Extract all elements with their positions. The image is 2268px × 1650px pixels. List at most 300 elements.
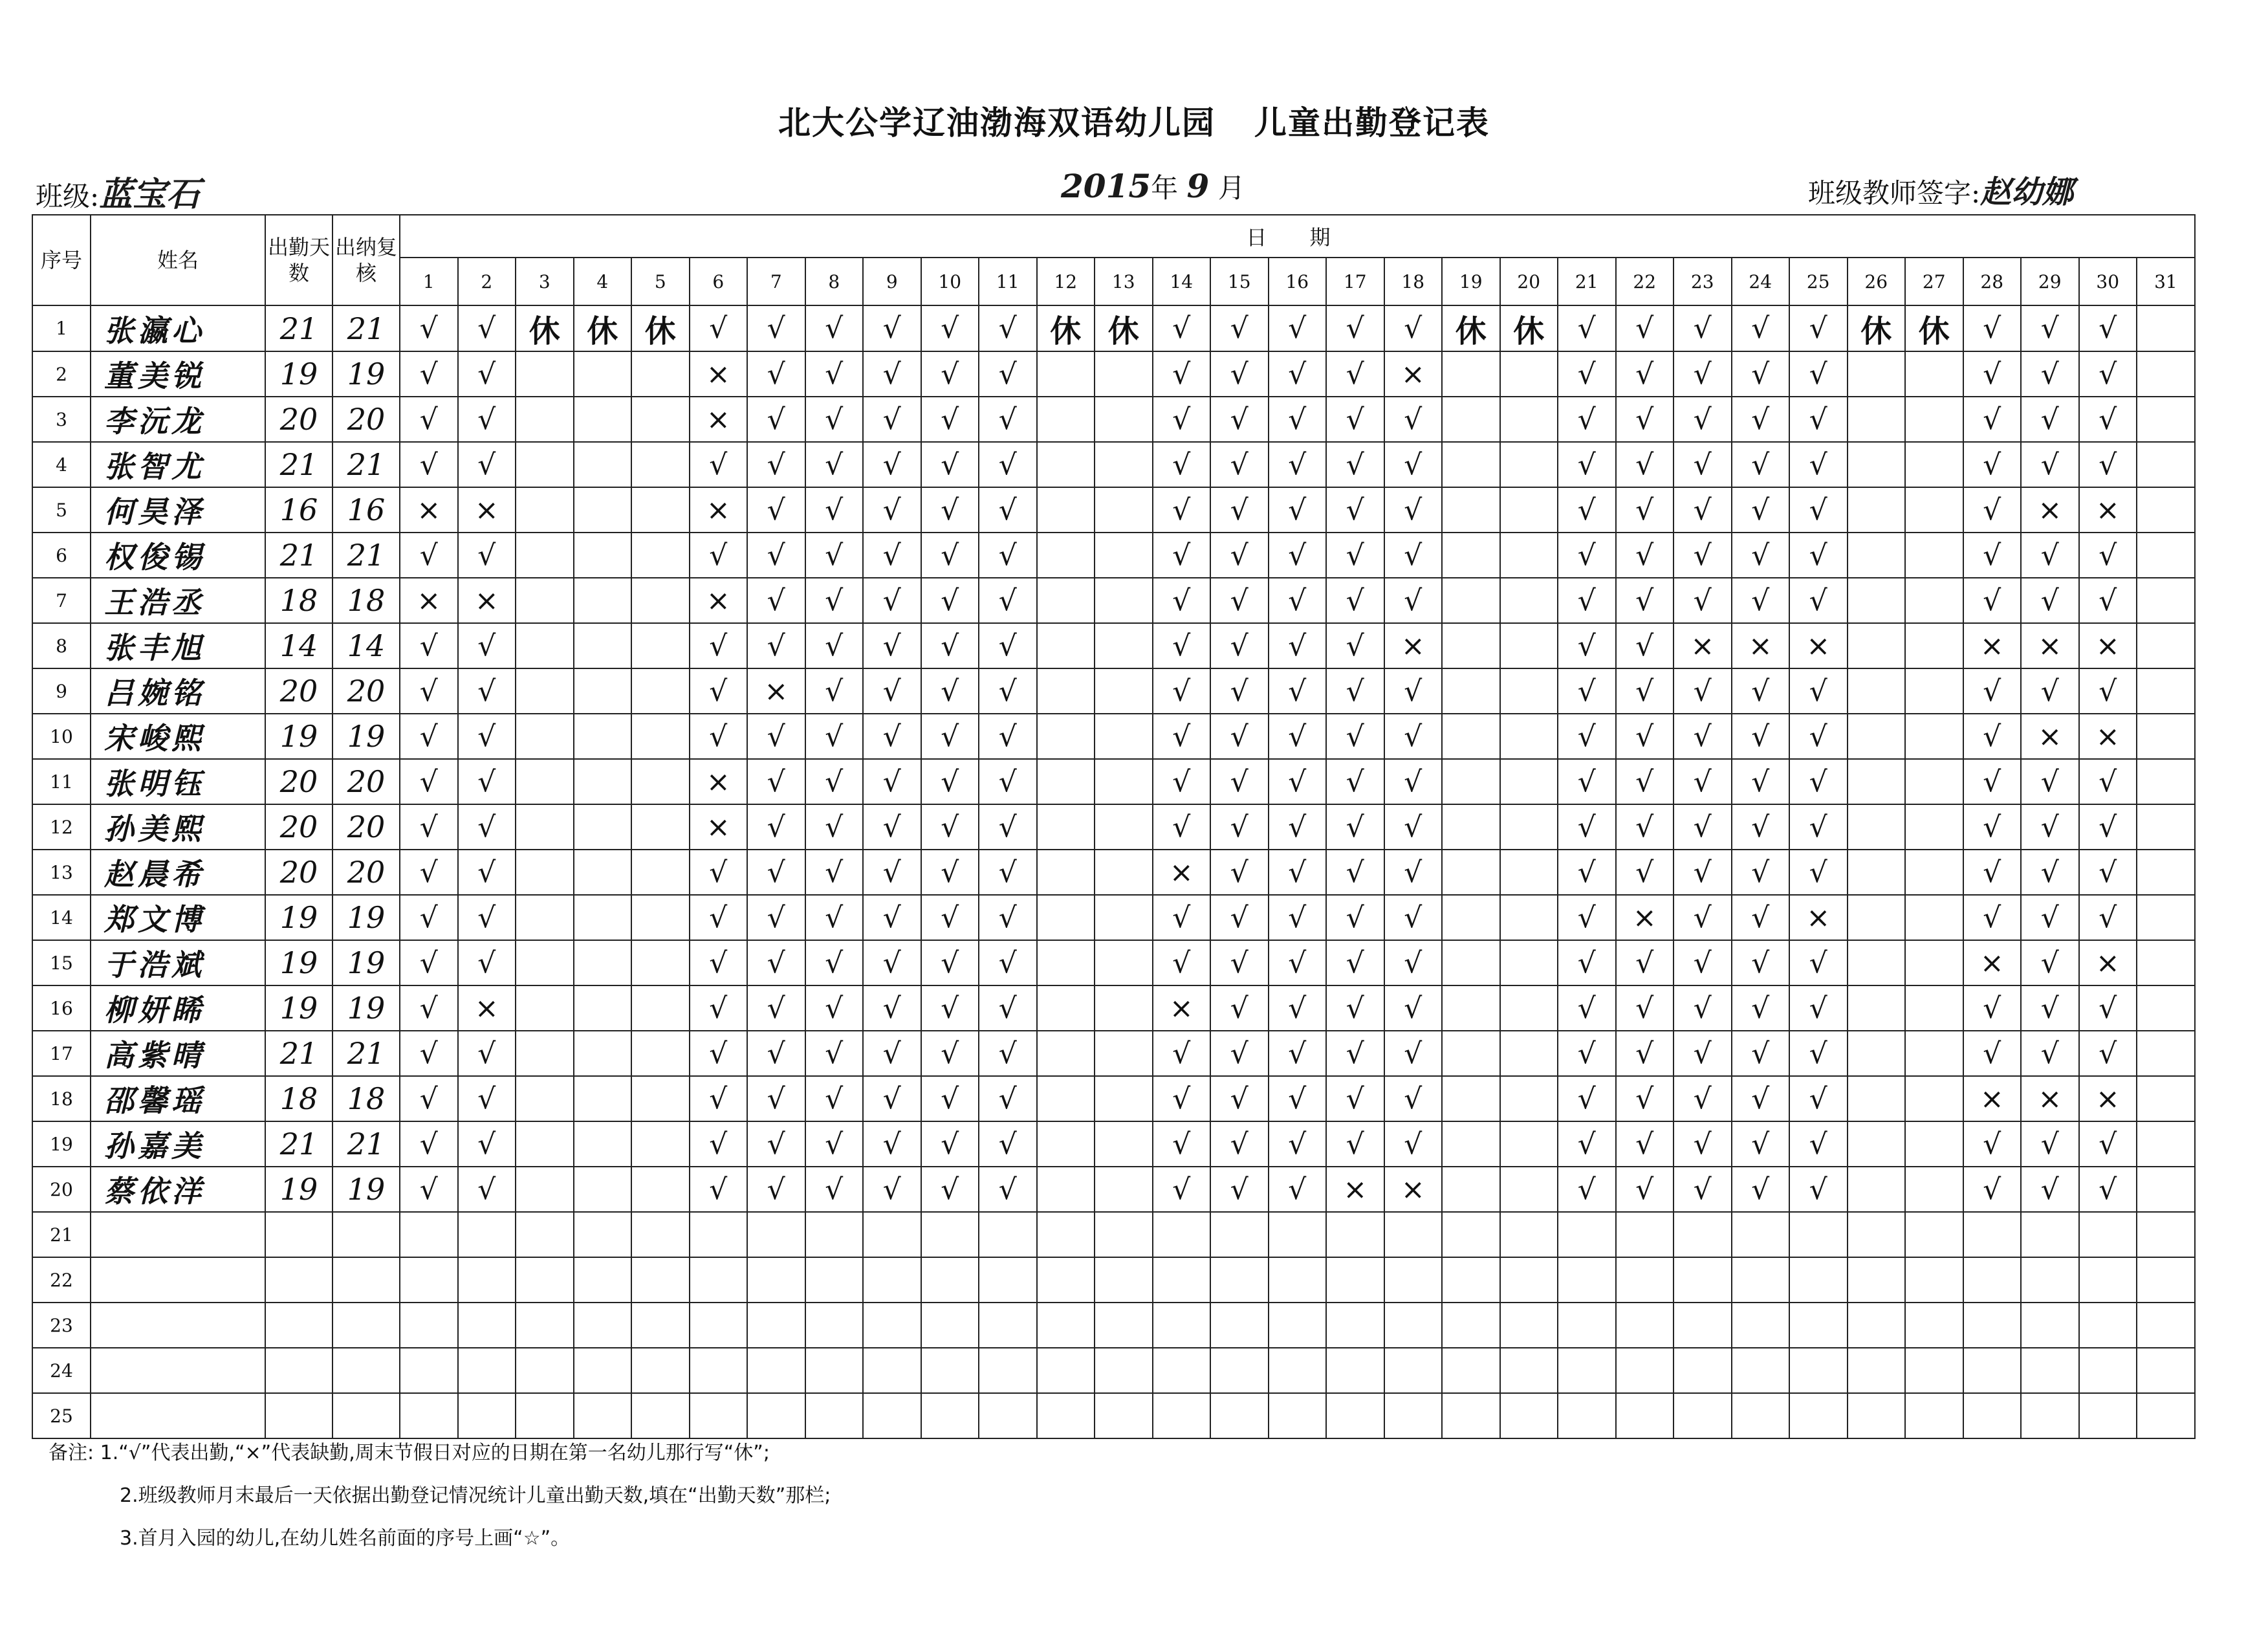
- attendance-mark: √: [979, 895, 1037, 940]
- attendance-mark: √: [2021, 305, 2079, 351]
- attendance-mark: [1442, 487, 1500, 533]
- review-days: 19: [333, 895, 400, 940]
- attendance-mark: √: [921, 850, 979, 895]
- row-index: 20: [32, 1167, 91, 1212]
- attendance-mark: [1500, 1031, 1558, 1076]
- attendance-mark: [1905, 533, 1963, 578]
- attendance-mark: √: [458, 850, 516, 895]
- attendance-mark: [1674, 1212, 1732, 1257]
- attendance-mark: [805, 1348, 864, 1393]
- attendance-mark: [2021, 1348, 2079, 1393]
- attendance-mark: √: [747, 351, 805, 397]
- attendance-mark: [1269, 1257, 1327, 1303]
- attendance-mark: 休: [1848, 305, 1906, 351]
- attendance-mark: ×: [690, 804, 748, 850]
- attendance-mark: √: [1210, 442, 1269, 487]
- attendance-mark: √: [1963, 895, 2022, 940]
- attendance-mark: [1442, 397, 1500, 442]
- attendance-mark: √: [1616, 623, 1674, 668]
- row-index: 19: [32, 1121, 91, 1167]
- review-days: 20: [333, 850, 400, 895]
- attendance-mark: [1905, 1031, 1963, 1076]
- attendance-mark: √: [1732, 668, 1790, 714]
- attendance-mark: [1558, 1393, 1616, 1438]
- row-index: 18: [32, 1076, 91, 1121]
- attendance-mark: √: [1616, 714, 1674, 759]
- attendance-mark: √: [863, 895, 921, 940]
- attendance-mark: 休: [631, 305, 690, 351]
- attendance-mark: [921, 1257, 979, 1303]
- attendance-mark: [1442, 985, 1500, 1031]
- attendance-days: [265, 1348, 333, 1393]
- attendance-mark: [1848, 1257, 1906, 1303]
- attendance-mark: [979, 1348, 1037, 1393]
- attendance-mark: √: [863, 578, 921, 623]
- attendance-mark: √: [2021, 1121, 2079, 1167]
- attendance-mark: [1384, 1393, 1443, 1438]
- attendance-mark: √: [400, 895, 458, 940]
- attendance-days: 21: [265, 442, 333, 487]
- attendance-mark: √: [458, 1167, 516, 1212]
- attendance-mark: [1095, 714, 1153, 759]
- attendance-mark: [1095, 1031, 1153, 1076]
- attendance-mark: ×: [1963, 940, 2022, 985]
- attendance-mark: √: [1269, 1076, 1327, 1121]
- attendance-mark: [1905, 850, 1963, 895]
- attendance-mark: [1037, 1212, 1095, 1257]
- attendance-mark: √: [1732, 305, 1790, 351]
- attendance-days: 20: [265, 804, 333, 850]
- attendance-mark: √: [1616, 487, 1674, 533]
- attendance-mark: [2137, 1257, 2195, 1303]
- attendance-mark: [1095, 1212, 1153, 1257]
- attendance-mark: ×: [2021, 1076, 2079, 1121]
- attendance-mark: √: [1616, 668, 1674, 714]
- attendance-mark: √: [1153, 1031, 1211, 1076]
- attendance-mark: √: [690, 940, 748, 985]
- attendance-mark: √: [1558, 940, 1616, 985]
- table-row: [32, 895, 2195, 940]
- row-index: 1: [32, 305, 91, 351]
- attendance-mark: [2079, 1393, 2137, 1438]
- attendance-mark: [516, 804, 574, 850]
- attendance-mark: [1848, 533, 1906, 578]
- attendance-mark: [1500, 533, 1558, 578]
- attendance-mark: √: [1153, 442, 1211, 487]
- attendance-mark: [1037, 397, 1095, 442]
- attendance-mark: √: [921, 668, 979, 714]
- attendance-mark: [1848, 895, 1906, 940]
- review-days: 21: [333, 442, 400, 487]
- attendance-mark: √: [1616, 1121, 1674, 1167]
- attendance-mark: [1905, 804, 1963, 850]
- attendance-mark: √: [747, 305, 805, 351]
- attendance-mark: √: [979, 850, 1037, 895]
- attendance-days: 21: [265, 533, 333, 578]
- attendance-mark: [1210, 1212, 1269, 1257]
- attendance-mark: √: [1616, 850, 1674, 895]
- attendance-mark: √: [2079, 578, 2137, 623]
- attendance-mark: √: [1384, 1031, 1443, 1076]
- attendance-mark: √: [1269, 578, 1327, 623]
- attendance-mark: √: [2079, 1121, 2137, 1167]
- attendance-mark: [1095, 533, 1153, 578]
- attendance-mark: √: [2079, 895, 2137, 940]
- attendance-mark: [805, 1393, 864, 1438]
- attendance-mark: √: [1963, 850, 2022, 895]
- attendance-mark: [921, 1303, 979, 1348]
- attendance-mark: √: [690, 1121, 748, 1167]
- attendance-mark: [1037, 1393, 1095, 1438]
- attendance-mark: √: [1616, 397, 1674, 442]
- attendance-mark: [1095, 1303, 1153, 1348]
- child-name: 权俊锡: [91, 533, 265, 578]
- attendance-mark: [1963, 1303, 2022, 1348]
- attendance-mark: √: [863, 940, 921, 985]
- attendance-mark: [1037, 1121, 1095, 1167]
- attendance-mark: [2137, 940, 2195, 985]
- attendance-mark: √: [1789, 442, 1848, 487]
- attendance-mark: √: [805, 895, 864, 940]
- attendance-mark: [1905, 940, 1963, 985]
- attendance-days: 20: [265, 850, 333, 895]
- attendance-mark: [458, 1257, 516, 1303]
- attendance-mark: [1095, 940, 1153, 985]
- attendance-mark: √: [2079, 351, 2137, 397]
- attendance-mark: √: [1269, 305, 1327, 351]
- child-name: 蔡依洋: [91, 1167, 265, 1212]
- row-index: 10: [32, 714, 91, 759]
- attendance-mark: [516, 759, 574, 804]
- attendance-mark: ×: [2021, 714, 2079, 759]
- header-day-25: 25: [1789, 258, 1848, 305]
- attendance-mark: [1442, 1257, 1500, 1303]
- attendance-mark: [631, 1167, 690, 1212]
- header-day-6: 6: [690, 258, 748, 305]
- attendance-mark: ×: [1963, 623, 2022, 668]
- review-days: 19: [333, 1167, 400, 1212]
- attendance-mark: [1674, 1393, 1732, 1438]
- attendance-mark: √: [400, 533, 458, 578]
- attendance-mark: [1905, 1212, 1963, 1257]
- attendance-mark: [1210, 1257, 1269, 1303]
- attendance-mark: √: [458, 895, 516, 940]
- attendance-mark: √: [1269, 1167, 1327, 1212]
- attendance-mark: [1153, 1393, 1211, 1438]
- attendance-mark: √: [979, 1031, 1037, 1076]
- attendance-mark: [690, 1257, 748, 1303]
- attendance-mark: [1326, 1257, 1384, 1303]
- attendance-mark: √: [921, 985, 979, 1031]
- attendance-mark: √: [747, 1031, 805, 1076]
- header-day-26: 26: [1848, 258, 1906, 305]
- attendance-mark: √: [747, 533, 805, 578]
- attendance-mark: [1616, 1212, 1674, 1257]
- attendance-mark: √: [1558, 985, 1616, 1031]
- review-days: [333, 1303, 400, 1348]
- attendance-mark: √: [1558, 351, 1616, 397]
- attendance-mark: [1616, 1393, 1674, 1438]
- attendance-days: 19: [265, 714, 333, 759]
- child-name: 李沅龙: [91, 397, 265, 442]
- attendance-mark: ×: [2079, 623, 2137, 668]
- attendance-mark: [1674, 1348, 1732, 1393]
- attendance-mark: √: [458, 305, 516, 351]
- attendance-mark: √: [1153, 714, 1211, 759]
- attendance-mark: [516, 1031, 574, 1076]
- attendance-mark: [1848, 668, 1906, 714]
- attendance-mark: [1905, 351, 1963, 397]
- attendance-mark: [1326, 1212, 1384, 1257]
- attendance-mark: [1905, 1257, 1963, 1303]
- attendance-mark: [1442, 1303, 1500, 1348]
- attendance-mark: √: [805, 1076, 864, 1121]
- attendance-mark: √: [747, 895, 805, 940]
- child-name: [91, 1303, 265, 1348]
- attendance-mark: √: [863, 623, 921, 668]
- attendance-mark: √: [458, 623, 516, 668]
- attendance-mark: √: [2079, 397, 2137, 442]
- attendance-mark: √: [863, 305, 921, 351]
- attendance-mark: √: [979, 351, 1037, 397]
- attendance-mark: [1905, 668, 1963, 714]
- review-days: 21: [333, 305, 400, 351]
- attendance-mark: √: [690, 1167, 748, 1212]
- note-1: 备注: 1.“√”代表出勤,“×”代表缺勤,周末节假日对应的日期在第一名幼儿那行写“休”;: [49, 1442, 770, 1464]
- attendance-mark: √: [1384, 759, 1443, 804]
- attendance-mark: √: [2021, 804, 2079, 850]
- attendance-mark: [2137, 759, 2195, 804]
- attendance-mark: [631, 1393, 690, 1438]
- attendance-mark: [1558, 1348, 1616, 1393]
- row-index: 14: [32, 895, 91, 940]
- attendance-mark: √: [863, 1076, 921, 1121]
- attendance-days: 21: [265, 305, 333, 351]
- attendance-mark: √: [2079, 759, 2137, 804]
- attendance-mark: √: [1674, 668, 1732, 714]
- header-day-12: 12: [1037, 258, 1095, 305]
- attendance-mark: √: [863, 759, 921, 804]
- attendance-mark: ×: [690, 397, 748, 442]
- attendance-mark: √: [400, 351, 458, 397]
- attendance-mark: [1500, 351, 1558, 397]
- attendance-mark: [1037, 714, 1095, 759]
- child-name: 柳妍睎: [91, 985, 265, 1031]
- attendance-mark: √: [2021, 442, 2079, 487]
- attendance-mark: √: [1732, 1031, 1790, 1076]
- attendance-mark: [1500, 940, 1558, 985]
- attendance-mark: √: [2079, 804, 2137, 850]
- attendance-mark: √: [747, 397, 805, 442]
- attendance-mark: √: [921, 623, 979, 668]
- attendance-mark: [863, 1303, 921, 1348]
- attendance-mark: √: [1269, 668, 1327, 714]
- attendance-mark: [1848, 351, 1906, 397]
- attendance-mark: √: [1558, 1167, 1616, 1212]
- attendance-mark: √: [1269, 850, 1327, 895]
- attendance-mark: √: [747, 940, 805, 985]
- attendance-mark: [631, 578, 690, 623]
- attendance-mark: √: [1963, 1167, 2022, 1212]
- attendance-mark: √: [805, 850, 864, 895]
- attendance-mark: [1732, 1257, 1790, 1303]
- table-row: [32, 487, 2195, 533]
- attendance-mark: √: [2079, 850, 2137, 895]
- attendance-mark: √: [1674, 442, 1732, 487]
- attendance-mark: [1558, 1257, 1616, 1303]
- row-index: 25: [32, 1393, 91, 1438]
- attendance-mark: [1848, 442, 1906, 487]
- attendance-mark: [1384, 1257, 1443, 1303]
- attendance-mark: [1905, 1393, 1963, 1438]
- attendance-mark: √: [1616, 1167, 1674, 1212]
- attendance-mark: [1384, 1212, 1443, 1257]
- attendance-mark: √: [1732, 533, 1790, 578]
- review-days: 18: [333, 578, 400, 623]
- attendance-mark: [1095, 895, 1153, 940]
- attendance-mark: [1500, 1121, 1558, 1167]
- header-day-9: 9: [863, 258, 921, 305]
- attendance-mark: [1037, 668, 1095, 714]
- attendance-mark: √: [2079, 668, 2137, 714]
- attendance-mark: √: [2021, 1167, 2079, 1212]
- attendance-mark: √: [400, 1121, 458, 1167]
- attendance-mark: [1326, 1393, 1384, 1438]
- attendance-mark: [574, 442, 632, 487]
- child-name: 张明钰: [91, 759, 265, 804]
- attendance-mark: [690, 1212, 748, 1257]
- header-day-10: 10: [921, 258, 979, 305]
- attendance-mark: [1095, 1121, 1153, 1167]
- review-days: 20: [333, 804, 400, 850]
- attendance-mark: √: [1269, 1031, 1327, 1076]
- attendance-mark: √: [747, 487, 805, 533]
- attendance-mark: √: [1210, 351, 1269, 397]
- attendance-mark: √: [458, 1076, 516, 1121]
- attendance-mark: √: [1789, 397, 1848, 442]
- child-name: 张瀛心: [91, 305, 265, 351]
- attendance-mark: √: [1210, 759, 1269, 804]
- attendance-mark: √: [805, 668, 864, 714]
- attendance-mark: [631, 1031, 690, 1076]
- row-index: 16: [32, 985, 91, 1031]
- attendance-mark: [574, 804, 632, 850]
- attendance-mark: √: [1269, 442, 1327, 487]
- attendance-mark: √: [979, 305, 1037, 351]
- attendance-mark: √: [1789, 351, 1848, 397]
- attendance-mark: [2137, 1393, 2195, 1438]
- attendance-mark: √: [2079, 305, 2137, 351]
- attendance-mark: √: [1963, 487, 2022, 533]
- attendance-mark: ×: [458, 578, 516, 623]
- attendance-mark: √: [1616, 305, 1674, 351]
- attendance-mark: √: [805, 759, 864, 804]
- attendance-mark: √: [1326, 714, 1384, 759]
- attendance-mark: √: [747, 850, 805, 895]
- attendance-mark: √: [805, 940, 864, 985]
- attendance-mark: √: [1616, 578, 1674, 623]
- attendance-mark: ×: [2079, 487, 2137, 533]
- attendance-mark: [516, 1348, 574, 1393]
- attendance-mark: √: [690, 533, 748, 578]
- review-days: 19: [333, 985, 400, 1031]
- attendance-mark: [516, 1076, 574, 1121]
- attendance-mark: √: [1558, 1076, 1616, 1121]
- attendance-mark: √: [400, 714, 458, 759]
- attendance-mark: [516, 1212, 574, 1257]
- header-day-8: 8: [805, 258, 864, 305]
- attendance-mark: √: [1674, 1031, 1732, 1076]
- attendance-mark: [2137, 985, 2195, 1031]
- attendance-mark: √: [1616, 985, 1674, 1031]
- attendance-mark: √: [400, 1031, 458, 1076]
- header-day-16: 16: [1269, 258, 1327, 305]
- attendance-mark: √: [1210, 985, 1269, 1031]
- attendance-mark: [1848, 1121, 1906, 1167]
- attendance-mark: [1789, 1303, 1848, 1348]
- attendance-mark: √: [1384, 442, 1443, 487]
- attendance-mark: √: [863, 487, 921, 533]
- table-row: [32, 623, 2195, 668]
- attendance-mark: [574, 533, 632, 578]
- attendance-mark: √: [747, 985, 805, 1031]
- attendance-mark: [516, 1167, 574, 1212]
- row-index: 11: [32, 759, 91, 804]
- header-day-28: 28: [1963, 258, 2022, 305]
- attendance-mark: [979, 1303, 1037, 1348]
- attendance-mark: [516, 850, 574, 895]
- attendance-mark: √: [1963, 442, 2022, 487]
- attendance-mark: √: [1558, 759, 1616, 804]
- attendance-mark: [1037, 985, 1095, 1031]
- attendance-mark: √: [805, 397, 864, 442]
- attendance-mark: [574, 1303, 632, 1348]
- attendance-mark: √: [400, 985, 458, 1031]
- attendance-mark: [1210, 1393, 1269, 1438]
- child-name: [91, 1257, 265, 1303]
- attendance-mark: [1789, 1212, 1848, 1257]
- attendance-mark: √: [1674, 804, 1732, 850]
- attendance-mark: [516, 623, 574, 668]
- attendance-mark: √: [1326, 578, 1384, 623]
- attendance-mark: [1732, 1303, 1790, 1348]
- attendance-mark: [400, 1348, 458, 1393]
- attendance-mark: √: [458, 940, 516, 985]
- attendance-mark: [516, 1257, 574, 1303]
- attendance-mark: [1442, 759, 1500, 804]
- attendance-mark: √: [690, 668, 748, 714]
- attendance-mark: ×: [690, 487, 748, 533]
- attendance-mark: [863, 1393, 921, 1438]
- attendance-mark: [1095, 668, 1153, 714]
- attendance-mark: [631, 623, 690, 668]
- attendance-mark: √: [805, 714, 864, 759]
- attendance-mark: √: [1789, 804, 1848, 850]
- attendance-mark: √: [1963, 804, 2022, 850]
- attendance-mark: [1616, 1257, 1674, 1303]
- attendance-mark: [1500, 1393, 1558, 1438]
- row-index: 8: [32, 623, 91, 668]
- attendance-mark: [979, 1393, 1037, 1438]
- header-day-22: 22: [1616, 258, 1674, 305]
- attendance-mark: √: [979, 1076, 1037, 1121]
- header-day-7: 7: [747, 258, 805, 305]
- child-name: 张丰旭: [91, 623, 265, 668]
- attendance-mark: [631, 1257, 690, 1303]
- table-row: [32, 940, 2195, 985]
- attendance-mark: √: [400, 668, 458, 714]
- attendance-mark: [1674, 1257, 1732, 1303]
